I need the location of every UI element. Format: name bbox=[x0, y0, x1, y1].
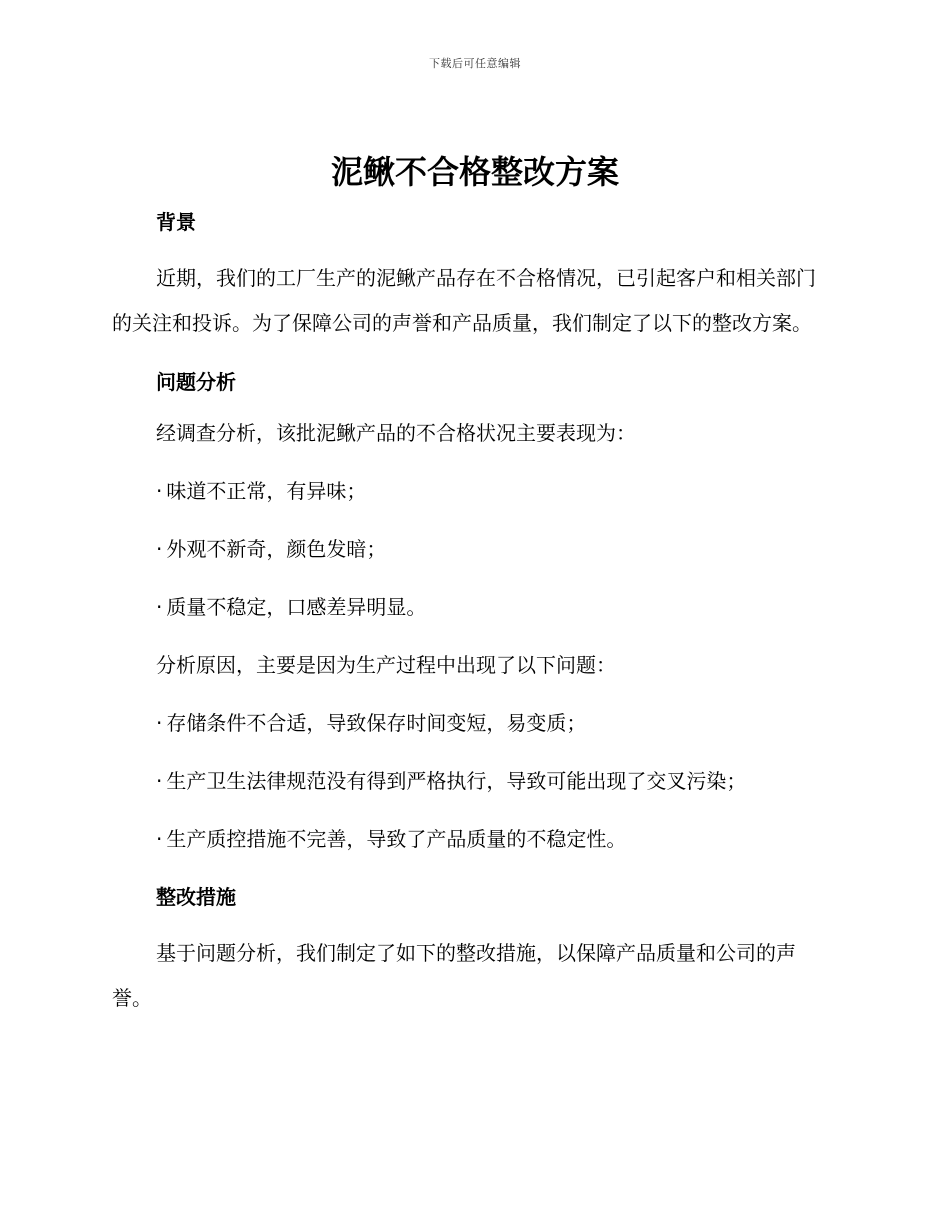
list-item bbox=[112, 810, 832, 868]
cause-text: 生产质控措施不完善，导致了产品质量的不稳定性。 bbox=[166, 827, 627, 851]
section-heading-background: 背景 bbox=[156, 210, 196, 234]
cause-intro: 分析原因，主要是因为生产过程中出现了以下问题： bbox=[156, 653, 616, 677]
list-item bbox=[112, 752, 832, 810]
bullet-icon: · bbox=[156, 827, 163, 851]
cause-text: 生产卫生法律规范没有得到严格执行，导致可能出现了交叉污染； bbox=[166, 769, 747, 793]
bullet-icon: · bbox=[156, 711, 163, 735]
list-item bbox=[112, 578, 832, 636]
bullet-icon: · bbox=[156, 479, 163, 503]
header-note: 下载后可任意编辑 bbox=[429, 57, 521, 70]
symptom-text: 外观不新奇，颜色发暗； bbox=[166, 537, 387, 561]
section-heading-measures: 整改措施 bbox=[156, 885, 236, 909]
cause-text: 存储条件不合适，导致保存时间变短，易变质； bbox=[166, 711, 587, 735]
symptom-text: 味道不正常，有异味； bbox=[166, 479, 367, 503]
bullet-icon: · bbox=[156, 769, 163, 793]
analysis-intro: 经调查分析，该批泥鳅产品的不合格状况主要表现为： bbox=[156, 421, 636, 445]
document-body bbox=[112, 200, 832, 1021]
bullet-icon: · bbox=[156, 595, 163, 619]
section-heading-analysis: 问题分析 bbox=[156, 370, 236, 394]
symptom-text: 质量不稳定，口感差异明显。 bbox=[166, 595, 427, 619]
document-title: 泥鳅不合格整改方案 bbox=[330, 153, 619, 191]
list-item bbox=[112, 520, 832, 578]
bullet-icon: · bbox=[156, 537, 163, 561]
background-paragraph: 近期，我们的工厂生产的泥鳅产品存在不合格情况，已引起客户和相关部门的关注和投诉。为了保障公司的声誉和产品质量，我们制定了以下的整改方案。 bbox=[112, 266, 816, 335]
list-item bbox=[112, 694, 832, 752]
list-item bbox=[112, 462, 832, 520]
measures-paragraph: 基于问题分析，我们制定了如下的整改措施，以保障产品质量和公司的声誉。 bbox=[112, 941, 796, 1010]
